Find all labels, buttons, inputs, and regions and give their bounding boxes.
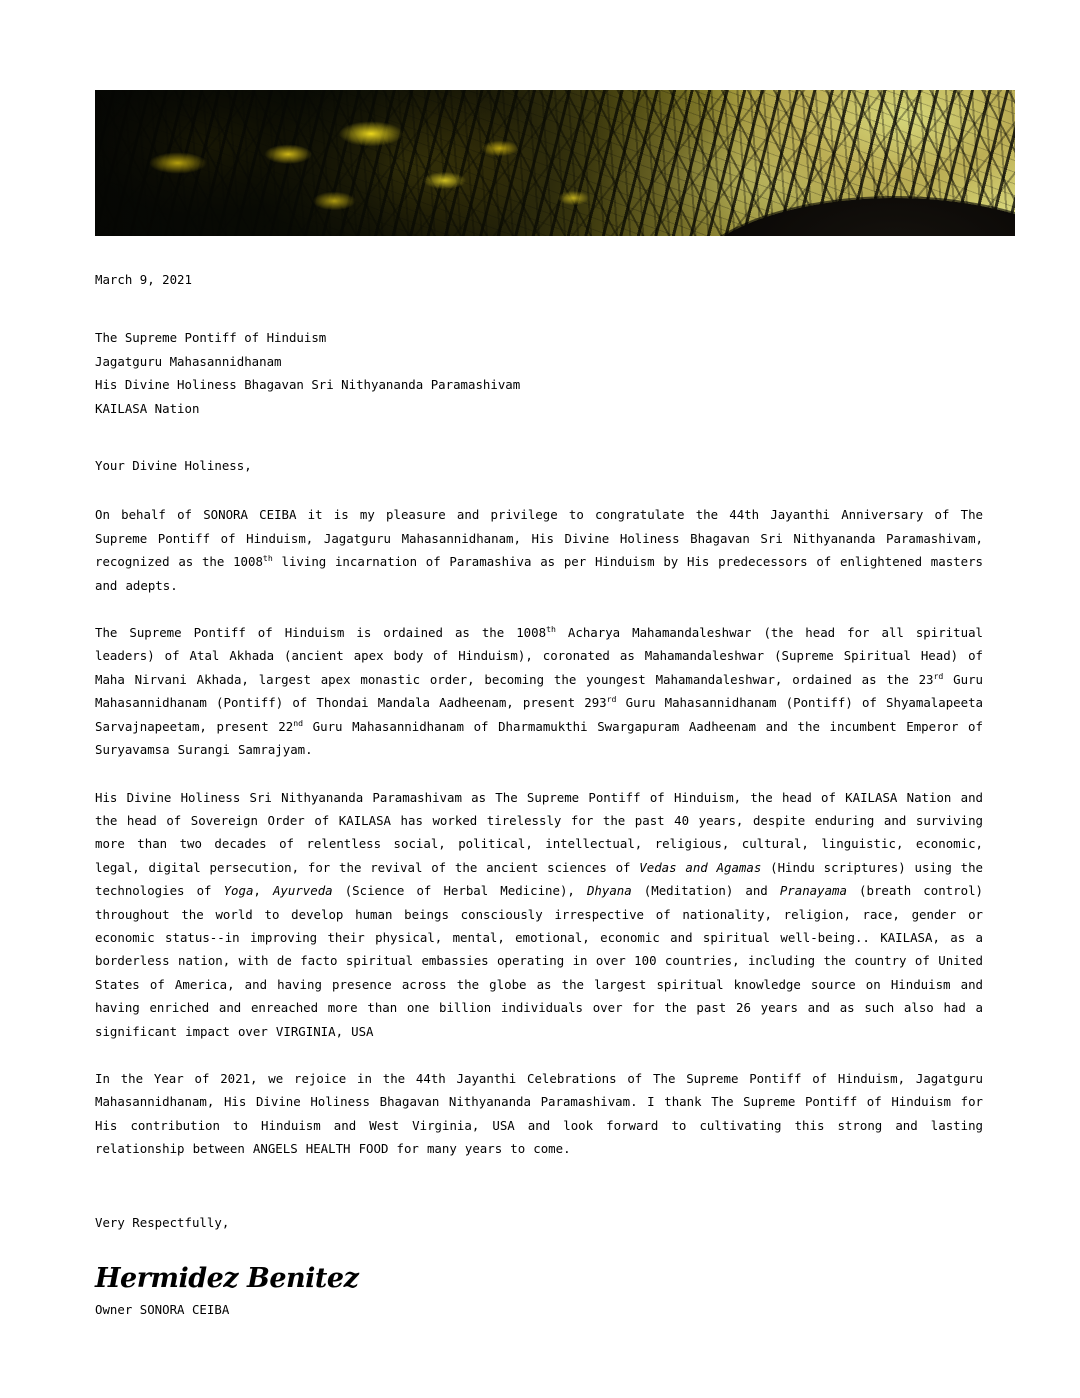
paragraph-3-text-part-6: (breath control) throughout the world to develop human beings consciously irrespective of nationality, religion, race, gender or economic status--in improving their physical, mental, emotional, economic and spiritual well-being.. KAILASA, as a borderless nation, with de facto spiritual embassies operating in over 100 countries, including the country of United States of America, and having presence across the globe as the largest spiritual knowledge source on Hinduism and having enriched and enreached more than one billion individuals over for the past 26 years and as such also had a significant impact over VIRGINIA, USA: [95, 883, 983, 1039]
paragraph-2-text-part-4: Guru Mahasannidhanam (Pontiff) of Shyamalapeeta Sarvajnapeetam, present 22: [95, 695, 983, 734]
paragraph-2-text-part-1: The Supreme Pontiff of Hinduism is ordained as the 1008: [95, 625, 547, 641]
paragraph-3-italic-pranayama: Pranayama: [779, 883, 847, 899]
paragraph-1-text-part-1: On behalf of SONORA CEIBA it is my pleasure and privilege to congratulate the 44th Jayanthi Anniversary of The Supreme Pontiff of Hinduism, Jagatguru Mahasannidhanam, His Divine Holiness Bhagavan Sri Nithyananda Paramashivam, recognized as the 1008: [95, 507, 983, 570]
recipient-address-block: [95, 326, 983, 420]
salutation: Your Divine Holiness,: [95, 458, 252, 474]
paragraph-1-text-part-2: living incarnation of Paramashiva as per Hinduism by His predecessors of enlightened masters and adepts.: [95, 554, 983, 593]
paragraph-3-text-part-4: (Science of Herbal Medicine),: [332, 883, 587, 899]
recipient-line: His Divine Holiness Bhagavan Sri Nithyananda Paramashivam: [95, 377, 521, 393]
body-paragraph-2: [95, 621, 983, 761]
paragraph-2-superscript-1: th: [546, 623, 556, 634]
body-paragraph-3: [95, 786, 983, 1043]
recipient-line: The Supreme Pontiff of Hinduism: [95, 330, 327, 346]
paragraph-3-italic-dhyana: Dhyana: [586, 883, 632, 899]
recipient-line: Jagatguru Mahasannidhanam: [95, 353, 282, 369]
paragraph-2-text-part-5: Guru Mahasannidhanam of Dharmamukthi Swargapuram Aadheenam and the incumbent Emperor of Suryavamsa Surangi Samrajyam.: [95, 718, 983, 758]
signature-title: Owner SONORA CEIBA: [95, 1302, 230, 1317]
paragraph-2-text-part-2: Acharya Mahamandaleshwar (the head for all spiritual leaders) of Atal Akhada (ancient apex body of Hinduism), coronated as Mahamandaleshwar (Supreme Spiritual Head) of Maha Nirvani Akhada, largest apex monastic order, becoming the youngest Mahamandaleshwar, ordained as the 23: [95, 625, 983, 687]
paragraph-3-italic-yoga: Yoga: [223, 883, 254, 899]
body-paragraph-4: In the Year of 2021, we rejoice in the 44th Jayanthi Celebrations of The Supreme Pontiff of Hinduism, Jagatguru Mahasannidhanam, His Divine Holiness Bhagavan Nithyananda Paramashivam. I thank The Supreme Pontiff of Hinduism for His contribution to Hinduism and West Virginia, USA and look forward to cultivating this strong and lasting relationship between ANGELS HEALTH FOOD for many years to come.: [95, 1070, 983, 1157]
paragraph-2-superscript-2: rd: [933, 670, 944, 681]
paragraph-3-italic-vedas-agamas: Vedas and Agamas: [639, 859, 762, 875]
letterhead-banner: [95, 90, 1015, 236]
letter-date: March 9, 2021: [95, 272, 192, 287]
paragraph-2-superscript-4: nd: [293, 717, 304, 728]
paragraph-3-text-part-5: (Meditation) and: [631, 883, 780, 899]
paragraph-1-superscript-1: th: [262, 553, 273, 564]
closing-line: Very Respectfully,: [95, 1214, 230, 1230]
letter-body: [95, 268, 983, 1321]
paragraph-2-text-part-3: Guru Mahasannidhanam (Pontiff) of Thondai Mandala Aadheenam, present 293: [95, 671, 984, 711]
paragraph-3-text-part-2: (Hindu scriptures) using the technologies of: [95, 859, 983, 899]
recipient-line: KAILASA Nation: [95, 400, 200, 416]
paragraph-3-text-part-1: His Divine Holiness Sri Nithyananda Paramashivam as The Supreme Pontiff of Hinduism, the head of KAILASA Nation and the head of Sovereign Order of KAILASA has worked tirelessly for the past 40 years, despite enduring and surviving more than two decades of relentless social, political, intellectual, religious, cultural, linguistic, economic, legal, digital persecution, for the revival of the ancient sciences of: [95, 789, 983, 875]
body-paragraph-1: [95, 503, 983, 597]
paragraph-2-superscript-3: rd: [606, 694, 617, 705]
signature-script: Hermidez Benitez: [95, 1263, 359, 1294]
paragraph-3-italic-ayurveda: Ayurveda: [272, 883, 333, 899]
paragraph-3-text-part-3: ,: [253, 883, 273, 899]
